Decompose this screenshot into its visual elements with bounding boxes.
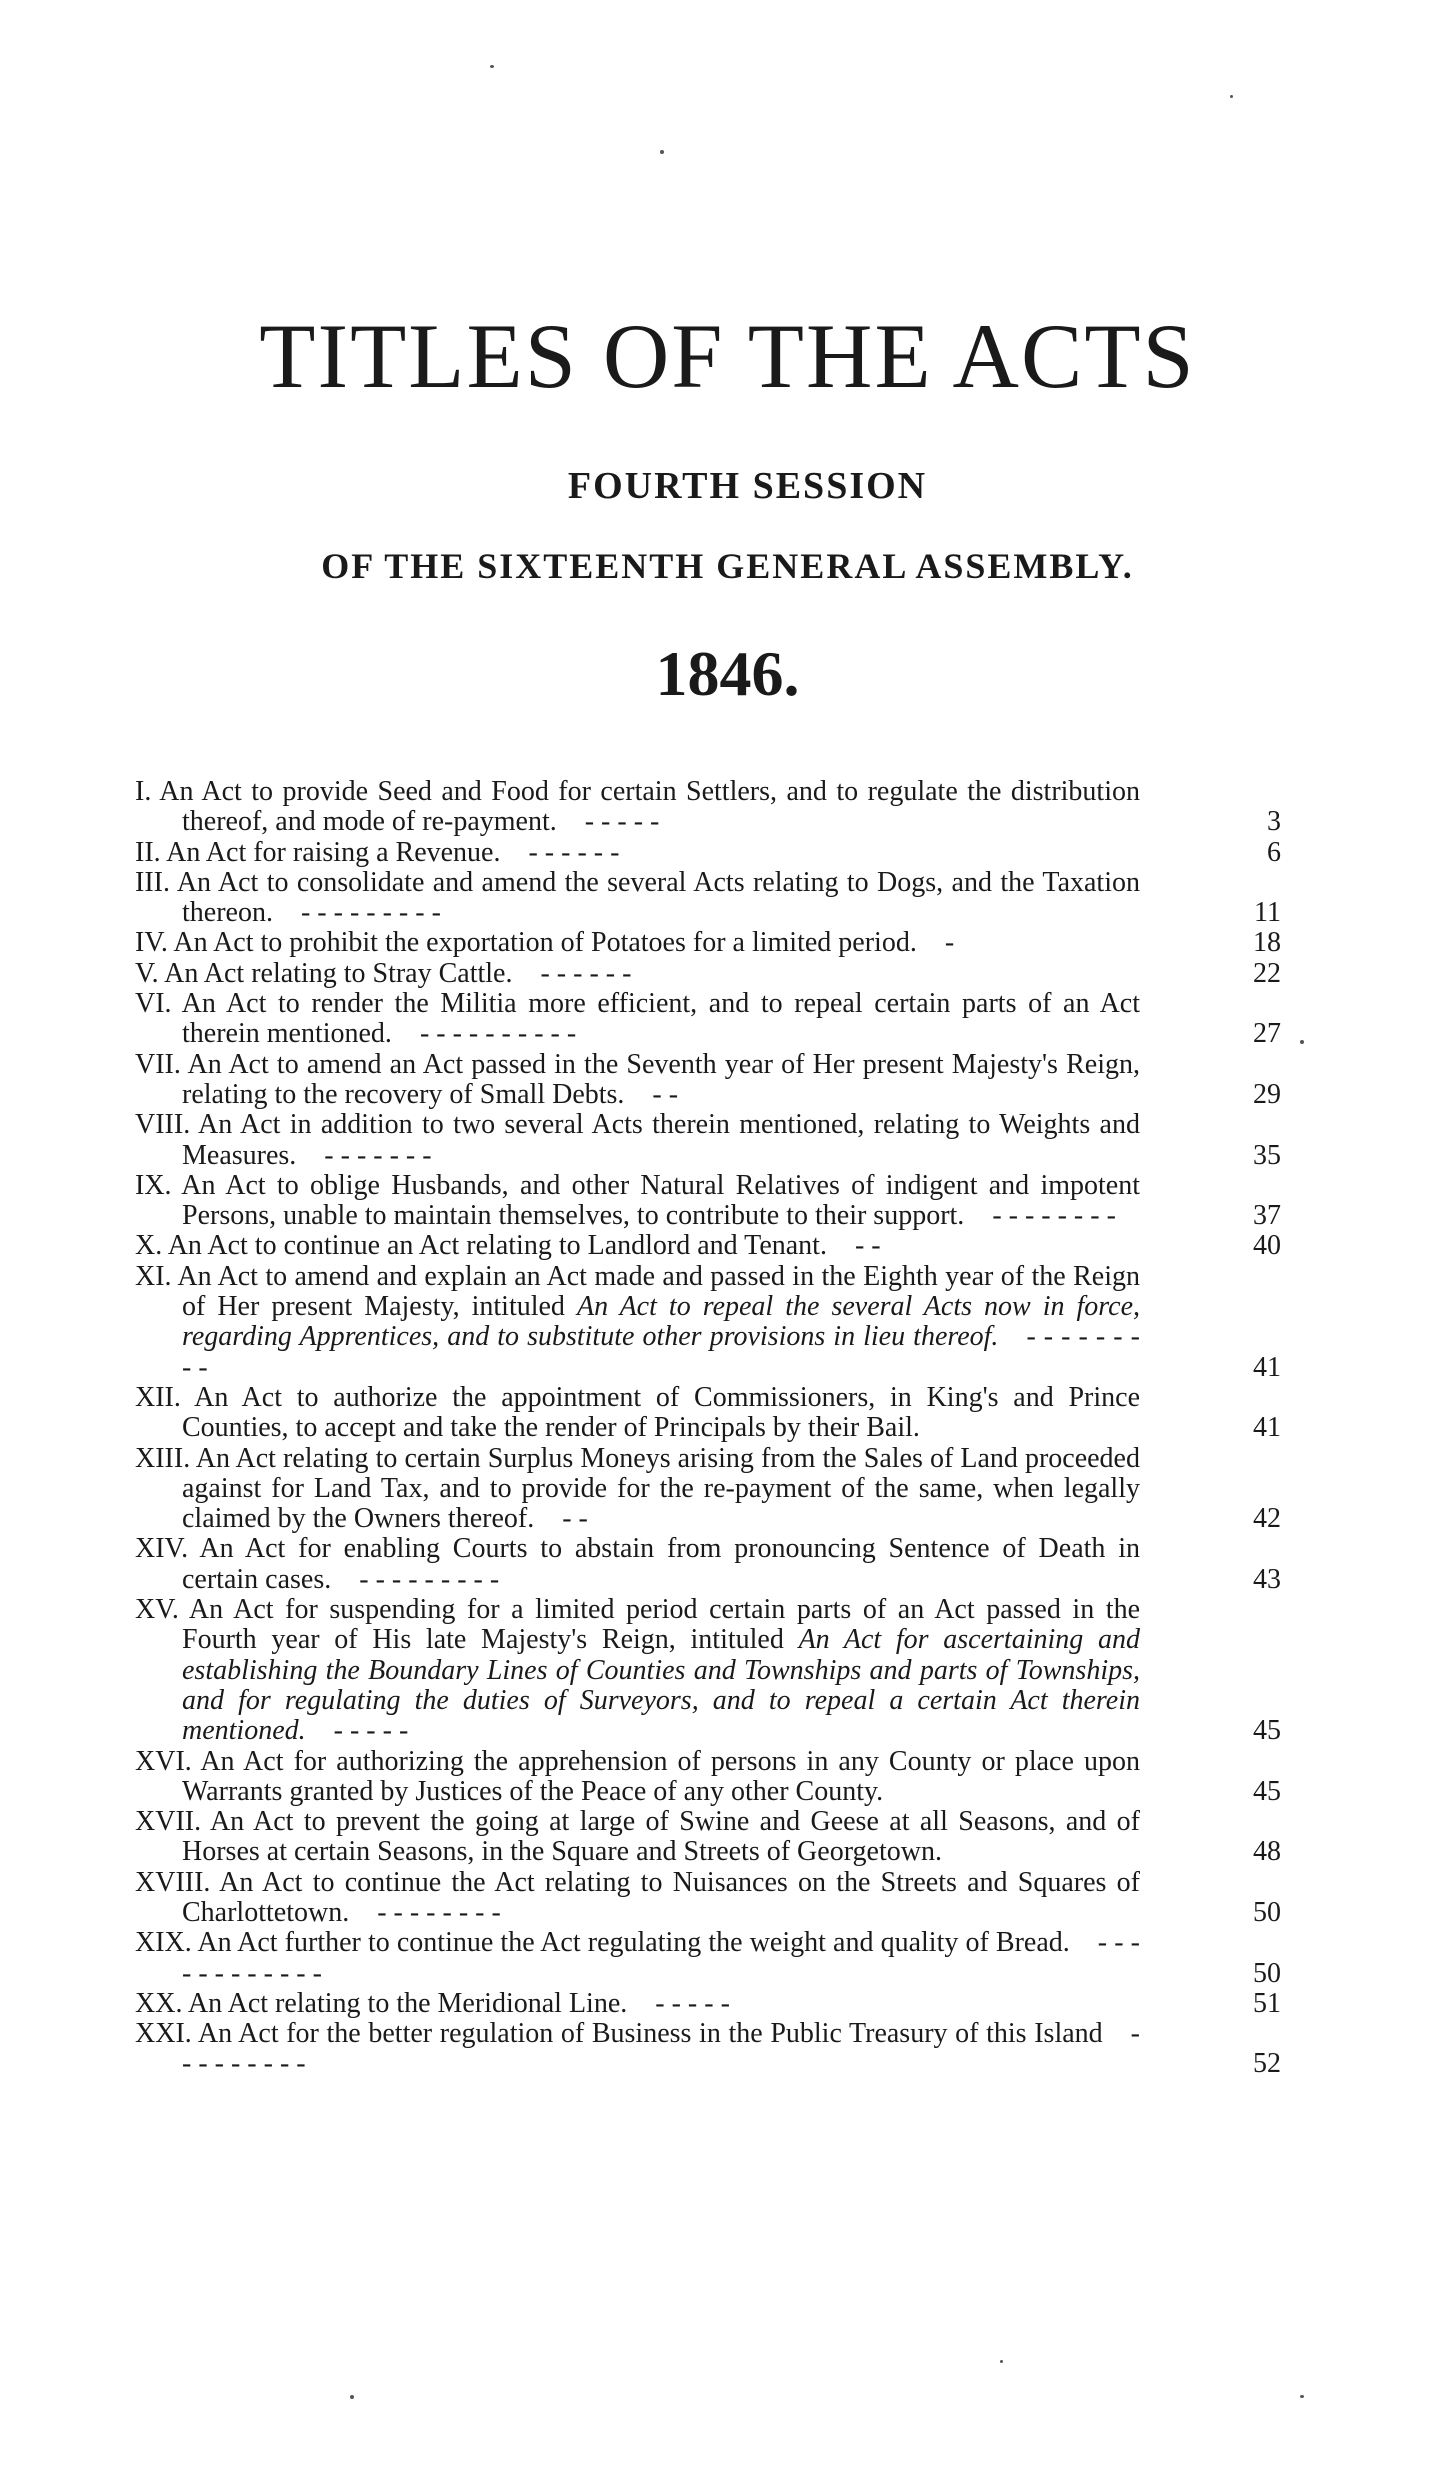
act-entry — [135, 1534, 1285, 1595]
act-number: XIV. — [135, 1533, 189, 1565]
page-number: 42 — [1253, 1503, 1281, 1535]
dot-leader: - - — [854, 1230, 881, 1262]
act-number: III. — [135, 866, 170, 898]
act-entry — [135, 928, 1285, 958]
dot-leader: - - - - - - — [528, 836, 620, 868]
act-entry — [135, 1262, 1285, 1383]
print-speck — [350, 2395, 354, 2399]
page-number: 6 — [1267, 836, 1281, 868]
act-title — [135, 1807, 1140, 1868]
act-number: VI. — [135, 988, 172, 1020]
act-title — [135, 1444, 1140, 1535]
print-speck — [1300, 2395, 1304, 2398]
act-number: XII. — [135, 1381, 181, 1413]
act-entry — [135, 1747, 1285, 1808]
dot-leader: - - - - - - - — [324, 1139, 432, 1171]
act-description: An Act in addition to two several Acts therein mentioned, relating to Weights and Measures. — [182, 1109, 1140, 1171]
print-speck — [1000, 2360, 1003, 2363]
print-speck — [1300, 1040, 1304, 1044]
print-speck — [490, 65, 494, 68]
page-number: 35 — [1253, 1139, 1281, 1171]
act-entry — [135, 1110, 1285, 1171]
act-entry — [135, 1050, 1285, 1111]
page-number: 51 — [1253, 1987, 1281, 2019]
act-number: IV. — [135, 927, 168, 959]
page-number: 41 — [1253, 1412, 1281, 1444]
act-title — [135, 959, 1140, 989]
page-number: 43 — [1253, 1563, 1281, 1595]
act-number: X. — [135, 1230, 163, 1262]
page-number: 11 — [1254, 897, 1281, 929]
act-description: An Act to provide Seed and Food for certain Settlers, and to regulate the distribution thereof, and mode of re-payment. — [159, 776, 1140, 838]
dot-leader: - - - - - - - - - — [182, 2018, 1140, 2080]
act-number: XX. — [135, 1987, 183, 2019]
acts-list — [135, 777, 1285, 2080]
act-number: XIX. — [135, 1927, 192, 1959]
page-number: 37 — [1253, 1200, 1281, 1232]
dot-leader: - - — [652, 1078, 679, 1110]
page-number: 45 — [1253, 1715, 1281, 1747]
page-title: TITLES OF THE ACTS — [259, 304, 1196, 407]
dot-leader: - — [944, 927, 955, 959]
act-description: An Act to prevent the going at large of Swine and Geese at all Seasons, and of Horses at certain Seasons, in the Square and Streets of Georgetown. — [182, 1806, 1140, 1868]
act-number: XI. — [135, 1260, 172, 1292]
act-number: XVIII. — [135, 1866, 211, 1898]
act-title — [135, 1989, 1140, 2019]
dot-leader: - - - - - - — [540, 957, 632, 989]
act-title — [135, 1383, 1140, 1444]
act-description: An Act for raising a Revenue. — [166, 836, 501, 868]
act-title — [135, 838, 1140, 868]
page-number: 41 — [1253, 1351, 1281, 1383]
act-cited-title: An Act to repeal the several Acts now in force, regarding Apprentices, and to substitute other provisions in lieu thereof. — [182, 1291, 1141, 1353]
act-number: V. — [135, 957, 159, 989]
act-entry — [135, 1807, 1285, 1868]
act-number: XV. — [135, 1594, 179, 1626]
act-entry — [135, 1928, 1285, 1989]
act-entry — [135, 989, 1285, 1050]
dot-leader: - - - - - - - - - — [182, 1321, 1140, 1383]
page-number: 29 — [1253, 1078, 1281, 1110]
act-title — [135, 2019, 1140, 2080]
act-number: VIII. — [135, 1109, 191, 1141]
assembly-heading: OF THE SIXTEENTH GENERAL ASSEMBLY. — [321, 546, 1134, 586]
page-number: 50 — [1253, 1957, 1281, 1989]
act-description: An Act to authorize the appointment of Commissioners, in King's and Prince Counties, to accept and take the render of Principals by their Bail. — [182, 1381, 1140, 1444]
dot-leader: - - - - - — [584, 806, 660, 838]
act-number: XIII. — [135, 1442, 191, 1474]
act-entry — [135, 1989, 1285, 2019]
dot-leader: - - - - - - - - - — [359, 1563, 500, 1595]
act-number: IX. — [135, 1169, 172, 1201]
act-description: An Act to continue an Act relating to Landlord and Tenant. — [167, 1230, 827, 1262]
act-entry — [135, 1868, 1285, 1929]
act-number: II. — [135, 836, 161, 868]
act-cited-title: An Act for ascertaining and establishing the Boundary Lines of Counties and Townships and parts of Townships, and for regulating the duties of Surveyors, and to repeal a certain Act therein mentioned. — [182, 1624, 1140, 1747]
act-description: An Act for the better regulation of Business in the Public Treasury of this Island — [197, 2018, 1103, 2050]
act-number: XVI. — [135, 1745, 192, 1777]
act-description: An Act to oblige Husbands, and other Natural Relatives of indigent and impotent Persons, unable to maintain themselves, to contribute to their support. — [181, 1169, 1140, 1232]
act-description: An Act to amend and explain an Act made and passed in the Eighth year of the Reign of Her present Majesty, intituled — [177, 1260, 1140, 1323]
act-entry — [135, 1383, 1285, 1444]
year-heading: 1846. — [655, 638, 800, 709]
session-heading: FOURTH SESSION — [567, 465, 928, 507]
act-title — [135, 1050, 1140, 1111]
page-number: 27 — [1253, 1018, 1281, 1050]
act-title — [135, 777, 1140, 838]
dot-leader: - - - - - — [333, 1715, 409, 1747]
act-entry — [135, 1444, 1285, 1535]
act-entry — [135, 777, 1285, 838]
act-title — [135, 1262, 1140, 1383]
print-speck — [1230, 95, 1233, 98]
act-description: An Act to consolidate and amend the several Acts relating to Dogs, and the Taxation thereon. — [176, 866, 1140, 929]
page-number: 22 — [1253, 957, 1281, 989]
act-number: XXI. — [135, 2018, 192, 2050]
act-description: An Act to prohibit the exportation of Potatoes for a limited period. — [173, 927, 917, 959]
page-number: 48 — [1253, 1836, 1281, 1868]
act-description: An Act to render the Militia more efficient, and to repeal certain parts of an Act therein mentioned. — [181, 988, 1140, 1050]
dot-leader: - - - - - - - - — [377, 1896, 501, 1928]
act-title — [135, 1534, 1140, 1595]
act-title — [135, 1110, 1140, 1171]
act-title — [135, 868, 1140, 929]
dot-leader: - - — [562, 1503, 588, 1535]
dot-leader: - - - - - - - - - — [300, 897, 441, 929]
dot-leader: - - - - - - - - - - - - — [182, 1927, 1140, 1989]
page-number: 40 — [1253, 1230, 1281, 1262]
act-title — [135, 1595, 1140, 1746]
act-title — [135, 1928, 1140, 1989]
page-number: 3 — [1267, 806, 1281, 838]
act-description: An Act relating to the Meridional Line. — [187, 1987, 628, 2019]
act-title — [135, 1747, 1140, 1808]
act-entry — [135, 1595, 1285, 1746]
act-entry — [135, 959, 1285, 989]
act-description: An Act for authorizing the apprehension of persons in any County or place upon Warrants granted by Justices of the Peace of any other County. — [182, 1745, 1140, 1807]
act-number: I. — [135, 776, 152, 807]
print-speck — [660, 150, 664, 154]
page-number: 18 — [1253, 927, 1281, 959]
act-title — [135, 1231, 1140, 1261]
act-description: An Act for suspending for a limited period certain parts of an Act passed in the Fourth year of His late Majesty's Reign, intituled — [182, 1594, 1140, 1656]
dot-leader: - - - - - - - - - - — [419, 1018, 577, 1050]
act-entry — [135, 1231, 1285, 1261]
act-description: An Act further to continue the Act regulating the weight and quality of Bread. — [197, 1927, 1070, 1959]
act-description: An Act relating to certain Surplus Moneys arising from the Sales of Land proceeded against for Land Tax, and to provide for the re-payment of the same, when legally claimed by the Owners thereof. — [182, 1442, 1140, 1535]
act-description: An Act relating to Stray Cattle. — [164, 957, 513, 989]
act-title — [135, 1868, 1140, 1929]
act-number: VII. — [135, 1048, 181, 1080]
act-description: An Act for enabling Courts to abstain from pronouncing Sentence of Death in certain cases. — [182, 1533, 1140, 1595]
act-description: An Act to amend an Act passed in the Seventh year of Her present Majesty's Reign, relating to the recovery of Small Debts. — [182, 1048, 1140, 1110]
act-title — [135, 989, 1140, 1050]
act-description: An Act to continue the Act relating to Nuisances on the Streets and Squares of Charlottetown. — [182, 1866, 1140, 1928]
page-number: 50 — [1253, 1896, 1281, 1928]
act-entry — [135, 868, 1285, 929]
act-entry — [135, 2019, 1285, 2080]
act-entry — [135, 1171, 1285, 1232]
dot-leader: - - - - - - - - — [992, 1200, 1116, 1232]
page-number: 45 — [1253, 1775, 1281, 1807]
dot-leader: - - - - - — [655, 1987, 730, 2019]
act-title — [135, 928, 1140, 958]
page-number: 52 — [1253, 2048, 1281, 2080]
act-number: XVII. — [135, 1806, 202, 1838]
act-title — [135, 1171, 1140, 1232]
act-entry — [135, 838, 1285, 868]
